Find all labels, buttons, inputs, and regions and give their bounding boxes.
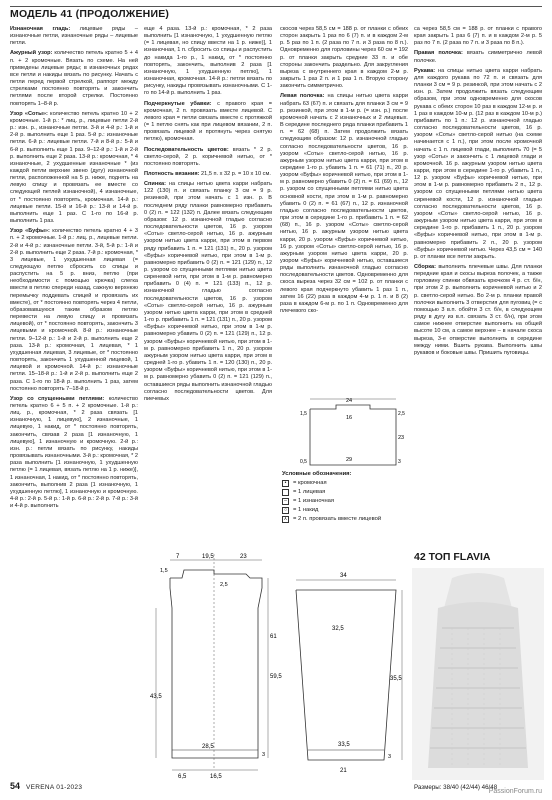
watermark: PassionForum.ru bbox=[488, 788, 542, 795]
sizes-line: Размеры: 38/40 (42/44) 46/48 bbox=[414, 784, 498, 791]
dim-label: 2,5 bbox=[220, 582, 228, 588]
paragraph-text: количество петель кратно 6 + 5 п. + 2 кромочные. 1-й р.: лиц. р., кромочная, * 2 раза связать [1 изнаночную, 1 лицевую], 2 изнаночные, 1 лицевую, 1 накид, от * постоянно повторять, закончить, связав 2 раза [1 изнаночную, 1 лицевую], 1 изнаночную и кромочную. 2-й р.: изн. р.: петли вязать по рисунку, накиды провязывать изнаночными. 3-й р.: кромочная, * 2 раза выполнить [1 изнаночную, 1 ухудшенную петлю (= 1 лицевая, вязать петлю на 1 р. ниже)], 1 изнаночная, 1 накид, от * постоянно повторять, закончить, выполнив 2 раза [1 изнаночную, 1 ухудшенную петлю], 1 изнаночную и кромочную. 4-й р.: 2-й р. 5-й р.: 1-й р. 6-й р.: 2-й р. 7-й р.: 3-й и 4-й р. выполнить bbox=[10, 395, 138, 510]
paragraph bbox=[414, 26, 542, 47]
dim-label: 19,5 bbox=[202, 554, 214, 560]
paragraph-text: на спицы нитью цвета карри набрать 122 (130) п. и связать планку 3 см = 9 р. резинкой, при этом начать с 1 изн. р. В последнем ряду планки равномерно прибавить 0 (2) п. = 122 (132) п. Далее вязать следующим образом: 12 р. изнаночной гладью согласно последовательности цветов, 16 р. узором «Соты» светло-серой нитью, 16 р. ажурным узором нитью цвета карри, при этом в первом ряду прибавить 1 п. = 121 (131) п., 20 р. узором «Буфы» коричневой нитью, при этом в 1-м р. равномерно прибавить 0 (2) п. = 121 (129) п., 12 р. узором со спущенными петлями нитью цвета сиреневой нити, при этом в 1-м р. равномерно прибавить 0 (4) п. = 121 (133) п., 12 р. изнаночной гладью согласно последовательности цветов, 16 р. узором «Соты» светло-серой нитью, 16 р. ажурным узором нитью цвета карри, при этом в средней 1-го р. прибавить 1 п. = 121 (131) п., 20 р. узором «Буфы» коричневой нитью, при этом в 1-м р. равномерно убавить 0 (2) п. = 121 (129) п., 12 р. узором «Буфы» коричневой нитью, при этом в 1-м р. равномерно прибавить 1 п., 20 р. узором ажурным узором нитью цвета карри, при этом в средней 1-го р. убавить 1 п. = 120 (130) п., 20 р. узором «Буфы» коричневой нитью, при этом в 1-м р. равномерно убавить 0 (2) п. = 121 (129) п., оставшиеся ряды выполнить изнаночной гладью согласно последовательности цветов. Для пиечевых bbox=[144, 181, 272, 402]
legend-symbol: – bbox=[282, 498, 289, 505]
paragraph-text: количество петель кратно 4 + 3 п. + 2 кромочные. 1-й р.: лиц. р., лицевые петли. 2-й и 4-й р.: изнаночные петли. 3-й, 5-й р.: 1-й и 2-й р. выполнить еще 2 раза. 7-й р.: кромочная, * 3 лицевые, 1 ухудшенная лицевая (= следующую петлю сбросить со спицы и распустить на 5 р. вниз, петлю (при необходимости с помощью крючка) слегка ввести в петлю спереди назад, сажную верхнюю перемычку поддевать спицей и провязать их вместе), от * постоянно повторять через 4 петли, образовавшуюся таким образом петлю перевести на левую спицу и провязать лицевой), от * постоянно повторять, закончить 3 лицевыми и кромочной. 8-й р.: изнаночные петли. 9–12-й р.: 1-й и 2-й р. выполнить еще 2 раза. 13-й р.: кромочная, 1 лицевая, * 1 ухудшенная лицевая, 3 лицевые, от * постоянно повторять, закончить 1 ухудшенной лицевой, 1 лицевой и кромочной. 14-й р.: изнаночные петли. 15–18-й р.: 1-й и 2-й р. выполнить еще 2 раза. С 1-го по 18-й р. выполнить 1 раз, затем постоянно повторять 7–18-й р. bbox=[10, 228, 138, 392]
paragraph-text: еще 4 раза. 13-й р.: кромочная, * 2 раза выполнить [1 изнаночную, 1 ухудшенную петлю (= 1 лицевая, но спицу ввести на 1 р. ниже)], 1 изнаночная, 1 п. сбросить со спицы и распустить до накида 1-го р., 1 накид, от * постоянно повторять, закончить, выполнив 2 раза [1 изнаночную, 1 ухудшенную петлю], 1 изнаночная, кромочная. 14-й р.: петли вязать по рисунку, накиды провязывать изнаночными. С 1-го по 14-й р. выполнить 1 раз. bbox=[144, 26, 272, 97]
paragraph bbox=[414, 50, 542, 64]
dim-label: 16,5 bbox=[210, 774, 222, 780]
paragraph-text: на спицы нитью цвета карри набрать 63 (67) п. и связать для планки 3 см = 9 р. резинкой, при этом в 1-м р. (= изн. р.) после кромочной начать с 2 изнаночных и 2 лицевых. В середине последнего ряда планки прибавить 1 п. = 62 (68) п. Затем продолжить вязать следующим образом: 12 р. изнаночной гладью согласно последовательности цветов, 16 р. узором «Соты» светло-серой нитью, 16 р. ажурным узором нитью цвета карри, при этом в середине 1-го р. убавить 1 п. = 61 (71) п., 20 р. узором «Буфы» коричневой нитью, при этом в 1-м р. равномерно убавить 0 (2) п. = 61 (69) п., 12 р. узором со спущенными петлями нитью цвета основной кости, при этом в 1-м р. равномерно убавить 0 (2) п. = 61 (67) п., 12 р. изнаночной гладью согласно последовательности цветов, при этом в середине 1-го р. прибавить 1 п. = 62 (68) п., 16 р. узором «Соты» светло-серой нитью, 16 р. ажурным узором нитью цвета карри, 20 р. узором «Буфы» коричневой нитью, 16 р. узором «Соты» светло-серой нитью, 16 р. ажурным узором нитью цвета карри, 20 р. узором «Буфы» коричневой нитью, оставшиеся ряды выполнить изнаночной гладью согласно последовательности цветов. Одновременно для скоса выреза через 32 см = 102 р. от планки с левого края подчеркнуто убавить 1 раз 1 п., затем 16 (22) раза в каждом 4-м р. 1 п. и 8 (2) раза в каждом 6-м р. по 1 п. Одновременно для плечевого ско- bbox=[280, 93, 408, 315]
legend-label: = 2 п. провязать вместе лицевой bbox=[293, 516, 382, 522]
paragraph bbox=[144, 26, 272, 98]
paragraph-heading: Узор со спущенными петлями: bbox=[10, 395, 105, 402]
dim-label: 43,5 bbox=[150, 694, 162, 700]
paragraph-text: са через 58,5 см = 188 р. от планки с правого края закрыть 1 раз 6 (7) п. и в каждом 2-м р. 5 раз по 7 п. (2 раза по 7 п. и 3 раза по 8 п.). bbox=[414, 26, 542, 47]
paragraph-text: количество петель кратно 5 + 4 п. + 2 кромочные. Вязать по схеме. На ней приведены лицевые ряды; в изнаночных рядах все петли и накиды вязать по рисунку. Начать с петли перед первой стрелкой, раппорт между стрелками постоянно повторять и закончить петлями после второй стрелки. Постоянно повторять 1–8-й р. bbox=[10, 50, 139, 107]
legend-item bbox=[282, 497, 381, 506]
paragraph bbox=[280, 93, 408, 315]
paragraph-text: лицевые ряды – изнаночные петли, изнаночные ряды – лицевые петли. bbox=[10, 26, 138, 47]
paragraph-text: выполнить плечевые швы. Для планки передние края и скосы выреза полочек, а также горловину спинки обвязать крючком 4 р. ст. б/н, при этом 2 р. выполнить коричневой нитью и 2 р. светло-серой нитью. Во 2-м р. планки правой полочки выполнить 3 отверстия для пуговиц (= с помощью 3 в.п. обойти 3 ст. б/н, в следующем ряду в дугу из в.п. связать 3 ст. б/н), при этом самое нижнее отверстие выполнить на общей высоте 10 см, а самое верхнее – в начале скоса выреза, 3-е отверстие выполнить в середине между ними. Вшить рукава. Выполнить швы рукавов и боковые швы. Пришить пуговицы. bbox=[414, 264, 542, 356]
dim-label: 3 bbox=[262, 752, 266, 758]
paragraph bbox=[10, 396, 138, 511]
text-column-1 bbox=[10, 26, 138, 766]
dim-label: 23 bbox=[240, 554, 247, 560]
dim-label: 1,5 bbox=[300, 411, 307, 417]
dim-label: 7 bbox=[176, 554, 180, 560]
paragraph-heading: Ажурный узор: bbox=[10, 50, 53, 57]
paragraph bbox=[144, 171, 272, 178]
paragraph bbox=[10, 111, 138, 226]
legend-item bbox=[282, 479, 381, 488]
dim-label: 1,5 bbox=[160, 568, 168, 574]
paragraph-heading: Узор «Буфы»: bbox=[10, 228, 50, 235]
dim-label: 32,5 bbox=[332, 626, 344, 632]
paragraph bbox=[144, 147, 272, 168]
paragraph-heading: Изнаночная гладь: bbox=[10, 26, 71, 32]
photo-sketch-svg bbox=[412, 568, 544, 780]
legend-item bbox=[282, 506, 381, 515]
paragraph-text: скосов через 58,5 см = 188 р. от планки с обеих сторон закрыть 1 раз по 6 (7) п. и в каждом 2-м р. 5 раз по 1 п. (2 раза по 7 п. и 3 раза по 8 п.). Одновременно для горловины через 60 см = 192 р. от планки закрыть средние 33 п. и обе стороны закончить раздельно. Для закругления выреза с внутреннего края в каждом 2-м р. закрыть 1 раз 2 п. и 1 раз 1 п. Вторую сторону закончить симметрично. bbox=[280, 26, 408, 90]
dim-label: 29 bbox=[346, 457, 353, 463]
legend bbox=[282, 470, 381, 524]
paragraph-text: вязать * 2 р. светло-серой, 2 р. коричневой нитью, от * постоянно повторять. bbox=[144, 146, 272, 167]
legend-label: = кромочная bbox=[293, 480, 327, 486]
legend-item bbox=[282, 488, 381, 497]
paragraph bbox=[144, 181, 272, 403]
page-footer bbox=[10, 781, 82, 791]
dim-label: 34 bbox=[340, 573, 347, 579]
back-pattern-svg bbox=[150, 548, 280, 784]
paragraph-heading: Последовательность цветов: bbox=[144, 146, 229, 153]
legend-label: = 1 лицевая bbox=[293, 489, 326, 495]
dim-label: 23 bbox=[398, 435, 405, 441]
dim-label: 28,5 bbox=[202, 744, 214, 750]
dim-label: 6,5 bbox=[178, 774, 187, 780]
paragraph-heading: Правая полочка: bbox=[414, 50, 463, 57]
dim-label: 33,5 bbox=[338, 742, 350, 748]
paragraph-heading: Узор «Соты»: bbox=[10, 110, 48, 117]
dim-label: 2,5 bbox=[398, 411, 405, 417]
paragraph bbox=[10, 228, 138, 393]
dim-label: 24 bbox=[346, 398, 353, 404]
paragraph-text: вязать симметрично левой полочке. bbox=[414, 50, 542, 64]
paragraph bbox=[414, 68, 542, 261]
dim-label: 61 bbox=[270, 634, 277, 640]
front-pattern-svg bbox=[300, 395, 410, 475]
dim-label: 3 bbox=[398, 459, 401, 465]
paragraph-text: на спицы нитью цвета карри набрать для каждого рукава по 72 п. и связать для планки 3 см = 9 р. резинкой, при этом начать с 2 изн. р. Затем продолжить вязать следующим образом, при этом одновременно для скосов рукава с обеих сторон 10 раз в каждом 12-м р. и 1 раз в каждом 10-м р. (12 раз в каждом 10-м р.) прибавить по 1 п.: 12 р. изнаночной гладью согласно последовательности цветов, 16 р. узором «Соты» светло-серой нитью (на схеме начинается с 1 п.), при этом после кромочной начать с 1 п. лицевой глади, выполнить 70 (= 5 узор «Соты» и закончить с 1 лицевой глади и кромочной. 16 р. ажурным узором нитью цвета карри, при этом в середине 1-го р. убавить 1 п., 12 р. узором «Буфы» коричневой нитью, при этом в 1-м р. равномерно прибавить 2 п., 12 р. узором со спущенными петлями нитью цвета сиреневой кости, 12 р. изнаночной гладью согласно последовательности цветов, 16 р. узором «Соты» светло-серой нитью, 16 р. ажурным узором нитью цвета карри, при этом в середине 1-го р. прибавить 1 п., 20 р. узором «Буфы» коричневой нитью, при этом в 1-м р. равномерно прибавить 2 п., 20 р. узором «Буфы» коричневой нитью. Через 43,5 см = 140 р. от планки все петли закрыть. bbox=[414, 67, 542, 260]
model-42-title: 42 ТОП FLAVIA bbox=[414, 551, 491, 563]
legend-title: Условные обозначения: bbox=[282, 471, 352, 477]
dim-label: 16 bbox=[346, 415, 353, 421]
text-column-2 bbox=[144, 26, 272, 446]
paragraph bbox=[10, 50, 138, 107]
legend-label: = 1 накид bbox=[293, 507, 319, 513]
legend-symbol: ⋏ bbox=[283, 516, 288, 522]
paragraph bbox=[280, 26, 408, 90]
sleeve-pattern-diagram bbox=[282, 520, 410, 780]
page-header: МОДЕЛЬ 41 (ПРОДОЛЖЕНИЕ) bbox=[10, 8, 170, 20]
top-rule bbox=[10, 6, 542, 7]
dim-label: 21 bbox=[340, 768, 347, 774]
text-column-3 bbox=[280, 26, 408, 316]
legend-label: = 1 изнаночная bbox=[293, 498, 335, 504]
dim-label: 0,5 bbox=[300, 459, 307, 465]
dim-label: 35,5 bbox=[390, 676, 402, 682]
paragraph-text: с правого края = кромочная, 2 п. провязать вместе лицевой. С левого края = петли связать вместе с протяжкой (= 1 петлю снять как при лицевом вязании, 2 п. провязать лицевой и протянуть через снятую петлю), кромочная. bbox=[144, 100, 272, 143]
model-42-photo bbox=[412, 568, 544, 780]
dim-label: 3 bbox=[388, 754, 392, 760]
paragraph-heading: Рукава: bbox=[414, 67, 436, 74]
back-pattern-diagram bbox=[150, 548, 280, 784]
sleeve-pattern-svg bbox=[282, 520, 410, 780]
paragraph-heading: Левая полочка: bbox=[280, 93, 325, 100]
magazine-issue: VERENA 01-2023 bbox=[26, 784, 83, 791]
page-number: 54 bbox=[10, 781, 21, 791]
paragraph-heading: Плотность вязания: bbox=[144, 170, 200, 177]
legend-symbol: • bbox=[282, 480, 289, 487]
paragraph-heading: Сборка: bbox=[414, 264, 437, 270]
paragraph bbox=[144, 101, 272, 144]
legend-symbol bbox=[282, 489, 289, 496]
paragraph-heading: Спинка: bbox=[144, 181, 167, 188]
paragraph-text: 21,5 п. x 32 р. = 10 x 10 см. bbox=[199, 170, 271, 177]
paragraph bbox=[414, 264, 542, 357]
dim-label: 59,5 bbox=[270, 674, 282, 680]
legend-symbol: ○ bbox=[283, 507, 288, 513]
paragraph-heading: Подчеркнутые убавки: bbox=[144, 100, 212, 107]
text-column-4 bbox=[414, 26, 542, 406]
paragraph bbox=[10, 26, 138, 47]
front-pattern-diagram bbox=[300, 395, 410, 475]
paragraph-text: количество петель кратно 10 + 2 кромочные. 1-й р.: * лиц. р., лицевые петли 2-й р.: изн. р., изнаночные петли. 3-й и 4-й р.: 1-й и 2-й р. выполнить еще 1 раз. 5-й р.: изнаночные петли. 6-й р.: лицевые петли. 7-й и 8-й р.: 5-й и 6-й р. выполнить еще 1 раз. 9–12-й р.: 1-й и 2-й р. выполнить еще 2 раза. 13-й р.: кромочная, * 4 изнаночные, 2 ухудшенные изнаночные * (из каждой петли верхние звено (дугу) изнаночной петли, расположенной на 5 р. ниже, поднять на левую спицу и провязать ее вместе со следующей петлей изнаночной), 4 изнаночные, от * постоянно повторять, кромочная. 14-й р.: лицевые петли. 15-й и 16-й р.: 13-й и 14-й р. выполнить еще 1 раз. С 1-го по 16-й р. выполнить 1 раз. bbox=[10, 110, 138, 225]
